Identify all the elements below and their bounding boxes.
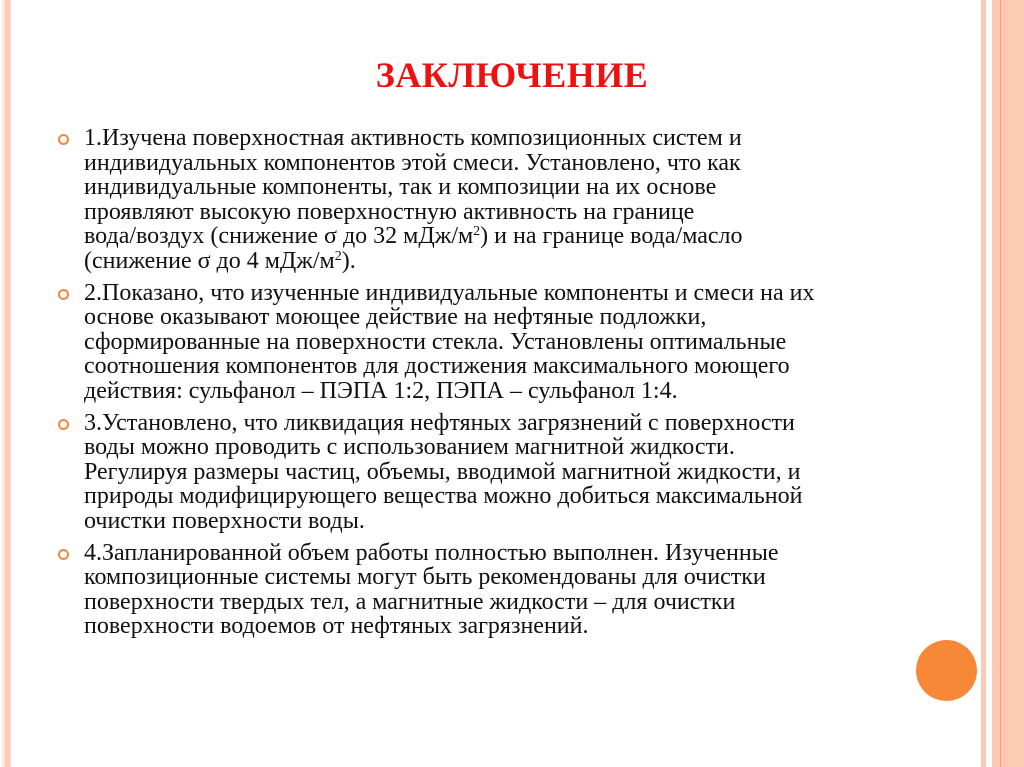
- text-line: основе оказывают моющее действие на нефтяные подложки,: [84, 304, 707, 331]
- circle-bullet-icon: [58, 549, 69, 560]
- text-line: [84, 249, 968, 274]
- slide-title: ЗАКЛЮЧЕНИЕ: [375, 55, 649, 95]
- orange-circle-decoration: [916, 640, 977, 701]
- text-segment: ).: [341, 247, 356, 274]
- circle-bullet-icon: [58, 134, 69, 145]
- text-segment: ) и на границе вода/масло: [480, 223, 743, 250]
- text-line: [84, 224, 968, 249]
- text-line: природы модифицирующего вещества можно добиться максимальной: [84, 483, 803, 510]
- text-line: поверхности твердых тел, а магнитные жидкости – для очистки: [84, 588, 736, 615]
- text-line: 2.Показано, что изученные индивидуальные компоненты и смеси на их: [84, 279, 815, 306]
- circle-bullet-icon: [58, 419, 69, 430]
- conclusion-item-1: [58, 126, 968, 274]
- text-line: сформированные на поверхности стекла. Установлены оптимальные: [84, 328, 787, 355]
- conclusion-item-4: [58, 541, 968, 639]
- text-line: проявляют высокую поверхностную активность на границе: [84, 198, 695, 225]
- text-line: очистки поверхности воды.: [84, 507, 365, 534]
- text-segment: (снижение σ до 4 мДж/м: [84, 247, 335, 274]
- text-line: 1.Изучена поверхностная активность композиционных систем и: [84, 125, 742, 151]
- circle-bullet-icon: [58, 289, 69, 300]
- conclusion-item-3: [58, 411, 968, 534]
- text-line: индивидуальные компоненты, так и композиции на их основе: [84, 174, 717, 201]
- text-line: 4.Запланированной объем работы полностью выполнен. Изученные: [84, 539, 779, 566]
- right-decor-stripe: [1001, 0, 1008, 767]
- text-line: индивидуальных компонентов этой смеси. Установлено, что как: [84, 149, 741, 176]
- text-line: 3.Установлено, что ликвидация нефтяных загрязнений с поверхности: [84, 409, 795, 436]
- text-line: воды можно проводить с использованием магнитной жидкости.: [84, 434, 735, 461]
- text-line: соотношения компонентов для достижения максимального моющего: [84, 353, 790, 380]
- right-decor-stripe: [981, 0, 986, 767]
- superscript: 2: [334, 248, 342, 264]
- text-line: действия: сульфанол – ПЭПА 1:2, ПЭПА – сульфанол 1:4.: [84, 377, 678, 404]
- conclusion-list: [58, 126, 968, 646]
- right-decor-stripe: [992, 0, 1000, 767]
- conclusion-item-2: [58, 281, 968, 404]
- text-line: Регулируя размеры частиц, объемы, вводимой магнитной жидкости, и: [84, 458, 801, 485]
- text-segment: вода/воздух (снижение σ до 32 мДж/м: [84, 223, 474, 250]
- left-decor-stripe: [10, 0, 11, 767]
- text-line: поверхности водоемов от нефтяных загрязнений.: [84, 613, 589, 640]
- superscript: 2: [473, 224, 481, 240]
- right-decor-stripe: [1008, 0, 1024, 767]
- text-line: композиционные системы могут быть рекомендованы для очистки: [84, 564, 766, 591]
